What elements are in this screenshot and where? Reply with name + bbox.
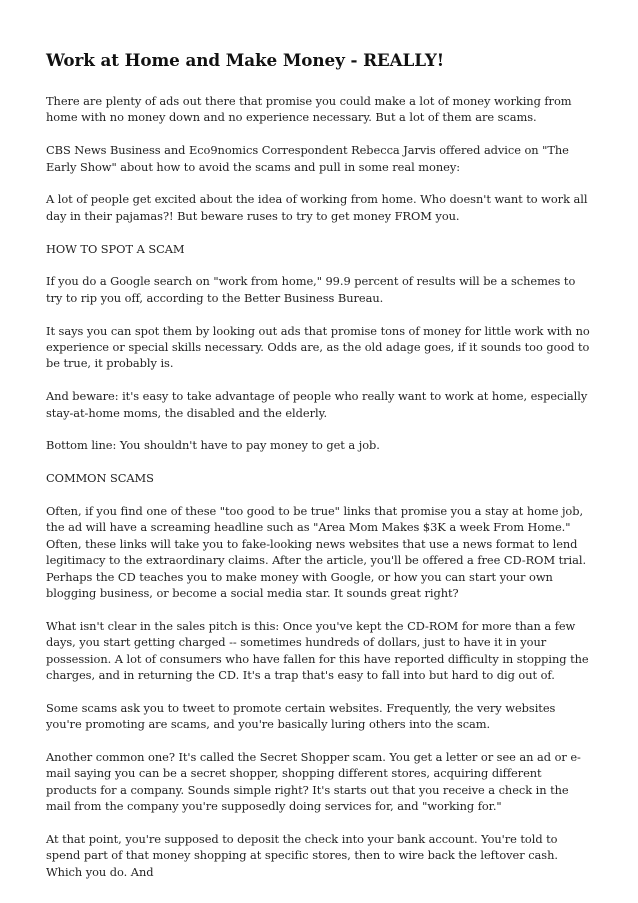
paragraph-tweet-scams: Some scams ask you to tweet to promote certain websites. Frequently, the very websites you're promoting are scams, and you're basically luring others into the scam. — [46, 700, 556, 732]
paragraph-beware: And beware: it's easy to take advantage of people who really want to work at home, especially stay-at-home moms, the disabled and the elderly. — [46, 389, 588, 420]
document-title: Work at Home and Make Money - REALLY! — [46, 50, 444, 70]
section-heading-spot-scam: HOW TO SPOT A SCAM — [46, 241, 185, 256]
paragraph-intro: There are plenty of ads out there that promise you could make a lot of money working from home with no money down and no experience necessary. But a lot of them are scams. — [46, 94, 572, 125]
paragraph-sales-pitch: What isn't clear in the sales pitch is this: Once you've kept the CD-ROM for more than a few days, you start getting charged -- sometimes hundreds of dollars, just to have it in your possession. A lot of consumers who have fallen for this have reported difficulty in stopping the charges, and in returning the CD. It's a trap that's easy to fall into but hard to dig out of. — [46, 618, 589, 683]
paragraph-excitement: A lot of people get excited about the idea of working from home. Who doesn't want to work all day in their pajamas?! But beware ruses to try to get money FROM you. — [46, 192, 588, 223]
section-heading-common-scams: COMMON SCAMS — [46, 471, 154, 486]
paragraph-bottom-line: Bottom line: You shouldn't have to pay money to get a job. — [46, 438, 380, 453]
paragraph-google-search: If you do a Google search on "work from home," 99.9 percent of results will be a schemes to try to rip you off, according to the Better Business Bureau. — [46, 274, 576, 305]
paragraph-deposit-check: At that point, you're supposed to deposit the check into your bank account. You're told to spend part of that money shopping at specific stores, then to wire back the leftover cash. Which you do. And — [46, 832, 558, 879]
paragraph-cbs-advice: CBS News Business and Eco9nomics Correspondent Rebecca Jarvis offered advice on "The Early Show" about how to avoid the scams and pull in some real money: — [46, 143, 569, 174]
paragraph-secret-shopper: Another common one? It's called the Secret Shopper scam. You get a letter or see an ad or e-mail saying you can be a secret shopper, shopping different stores, acquiring different products for a company. Sounds simple right? It's starts out that you receive a check in the mail from the company you're supposedly doing services for, and "working for." — [46, 750, 581, 814]
paragraph-too-good: Often, if you find one of these "too good to be true" links that promise you a stay at home job, the ad will have a screaming headline such as "Area Mom Makes $3K a week From Home." Often, these links will take you to fake-looking news websites that use a news format to lend legitimacy to the extraordinary claims. After the article, you'll be offered a free CD-ROM trial. Perhaps the CD teaches you to make money with Google, or how you can start your own blogging business, or become a social media star. It sounds great right? — [46, 504, 587, 601]
paragraph-spot-ads: It says you can spot them by looking out ads that promise tons of money for little work with no experience or special skills necessary. Odds are, as the old adage goes, if it sounds too good to be true, it probably is. — [46, 323, 590, 371]
